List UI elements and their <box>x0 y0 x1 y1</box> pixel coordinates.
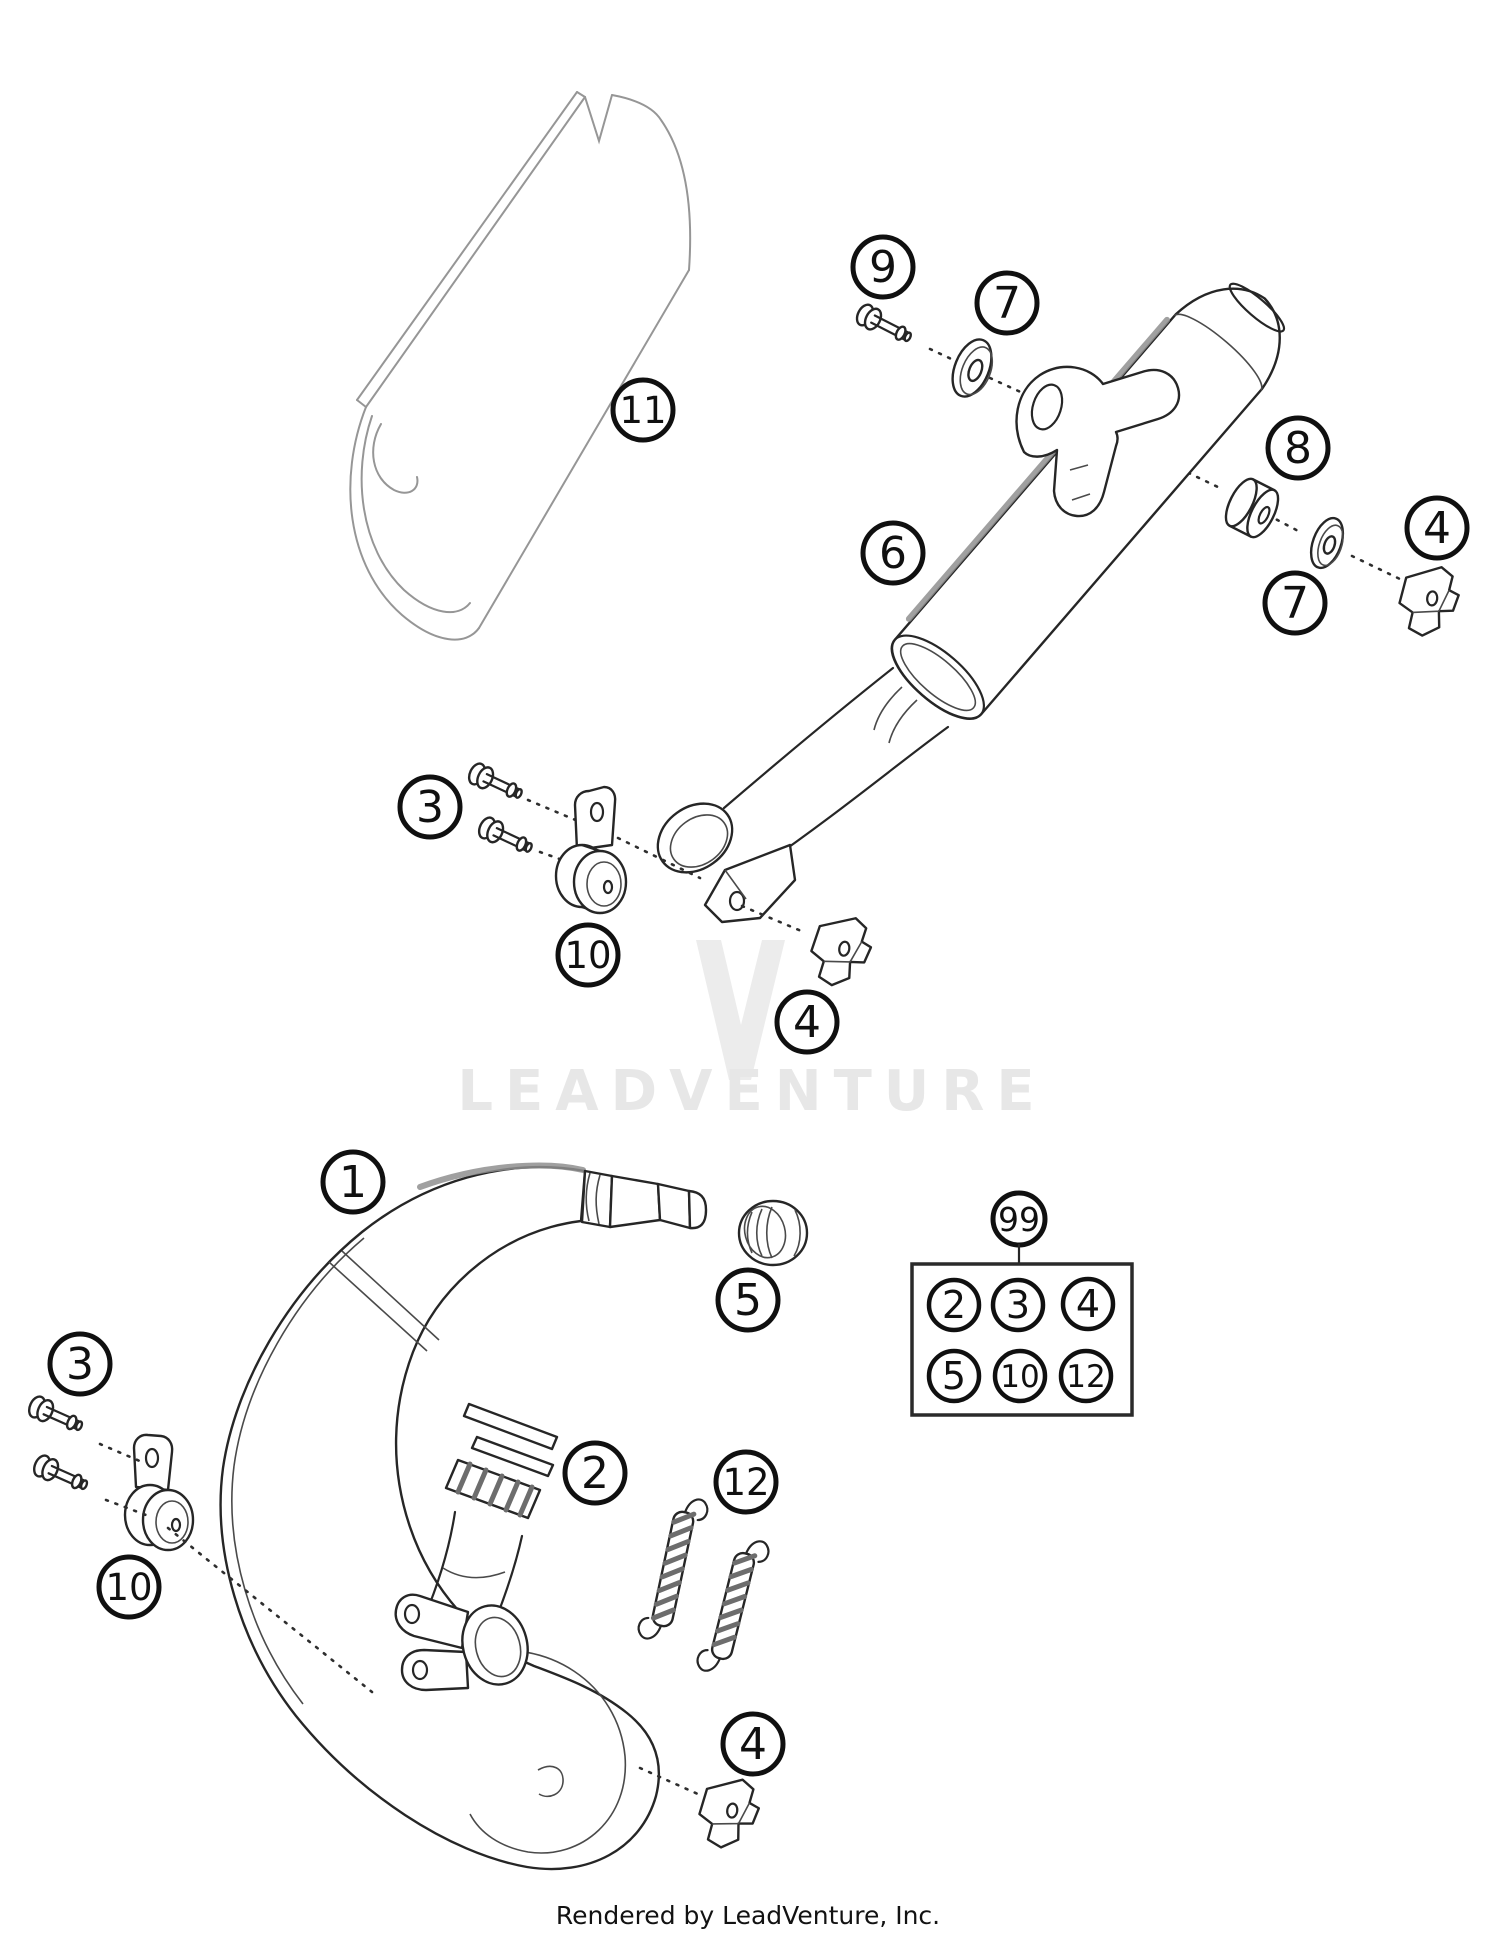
bolt-part-3-upper-a <box>466 761 526 804</box>
svg-text:2: 2 <box>941 1283 967 1327</box>
callout-1[interactable] <box>323 1152 383 1212</box>
svg-text:3: 3 <box>1005 1283 1031 1327</box>
svg-text:5: 5 <box>734 1275 762 1326</box>
svg-text:3: 3 <box>416 782 444 833</box>
clamp-bracket-part-4-bottom <box>695 1774 762 1851</box>
callout-4-bottom[interactable] <box>723 1714 783 1774</box>
silencer-inlet-pipe <box>644 668 948 922</box>
svg-text:4: 4 <box>739 1719 767 1770</box>
svg-text:7: 7 <box>1281 578 1309 629</box>
hardware-kit-ref-box <box>912 1193 1132 1415</box>
callout-7-lower[interactable] <box>1265 573 1325 633</box>
ref-box-callout-2[interactable] <box>929 1280 979 1330</box>
callout-12[interactable] <box>716 1452 776 1512</box>
callout-6[interactable] <box>863 523 923 583</box>
clamp-bracket-part-4-middle <box>806 912 875 991</box>
svg-text:9: 9 <box>869 242 897 293</box>
svg-text:5: 5 <box>941 1354 967 1398</box>
svg-text:12: 12 <box>722 1461 770 1504</box>
chamber-inlet-flange <box>396 1512 537 1692</box>
rubber-grommet-part-8 <box>1220 474 1285 541</box>
pipe-guard-sleeve-part-11 <box>350 92 690 640</box>
leadventure-watermark <box>457 940 1046 1124</box>
ref-box-callout-12[interactable] <box>1061 1351 1111 1401</box>
callout-7-upper[interactable] <box>977 273 1037 333</box>
callout-8[interactable] <box>1268 418 1328 478</box>
svg-text:7: 7 <box>993 278 1021 329</box>
stinger-tip <box>689 1191 706 1228</box>
callout-3-lower[interactable] <box>50 1334 110 1394</box>
washer-part-7-upper <box>945 334 1001 403</box>
watermark-text: LEADVENTURE <box>457 1059 1047 1124</box>
leadventure-v-logo-notch <box>735 940 750 972</box>
svg-text:10: 10 <box>1000 1359 1040 1395</box>
ref-box-callout-3[interactable] <box>993 1280 1043 1330</box>
svg-text:2: 2 <box>581 1448 609 1499</box>
callout-4-top[interactable] <box>1407 498 1467 558</box>
bolt-part-3-upper-b <box>476 815 536 858</box>
bolt-part-3-lower-a <box>26 1394 86 1437</box>
callout-3-upper[interactable] <box>400 777 460 837</box>
exhaust-gaskets-part-2 <box>446 1404 557 1518</box>
mount-bracket-part-10-lower <box>125 1435 193 1550</box>
clamp-bracket-part-4-top <box>1396 563 1461 639</box>
callout-10-lower[interactable] <box>99 1557 159 1617</box>
expansion-chamber-part-1 <box>221 1166 706 1869</box>
washer-part-7-lower <box>1305 514 1350 573</box>
svg-text:6: 6 <box>879 528 907 579</box>
svg-text:3: 3 <box>66 1339 94 1390</box>
ref-box-callout-10[interactable] <box>995 1351 1045 1401</box>
svg-text:1: 1 <box>339 1157 367 1208</box>
rendered-by-credit: Rendered by LeadVenture, Inc. <box>555 1901 941 1930</box>
collar-screw-part-9 <box>854 302 915 348</box>
callout-11[interactable] <box>613 380 673 440</box>
callout-5[interactable] <box>718 1270 778 1330</box>
spring-part-12-b <box>695 1533 770 1678</box>
svg-text:12: 12 <box>1066 1359 1106 1395</box>
svg-text:99: 99 <box>998 1200 1040 1239</box>
bolt-part-3-lower-b <box>31 1453 91 1496</box>
svg-text:8: 8 <box>1284 423 1312 474</box>
ref-box-callout-4[interactable] <box>1063 1279 1113 1329</box>
svg-text:11: 11 <box>619 389 667 432</box>
callout-10-upper[interactable] <box>558 925 618 985</box>
ref-box-callout-5[interactable] <box>929 1351 979 1401</box>
spring-part-12-a <box>637 1493 710 1646</box>
svg-text:4: 4 <box>793 997 821 1048</box>
svg-text:4: 4 <box>1423 503 1451 554</box>
callout-99[interactable] <box>993 1193 1045 1245</box>
svg-text:10: 10 <box>564 934 612 977</box>
callout-4-middle[interactable] <box>777 992 837 1052</box>
callout-2[interactable] <box>565 1443 625 1503</box>
svg-text:10: 10 <box>105 1566 153 1609</box>
mount-bracket-part-10-upper <box>556 787 626 913</box>
seal-ring-part-5 <box>739 1201 807 1265</box>
callout-9[interactable] <box>853 237 913 297</box>
svg-text:4: 4 <box>1075 1282 1101 1326</box>
